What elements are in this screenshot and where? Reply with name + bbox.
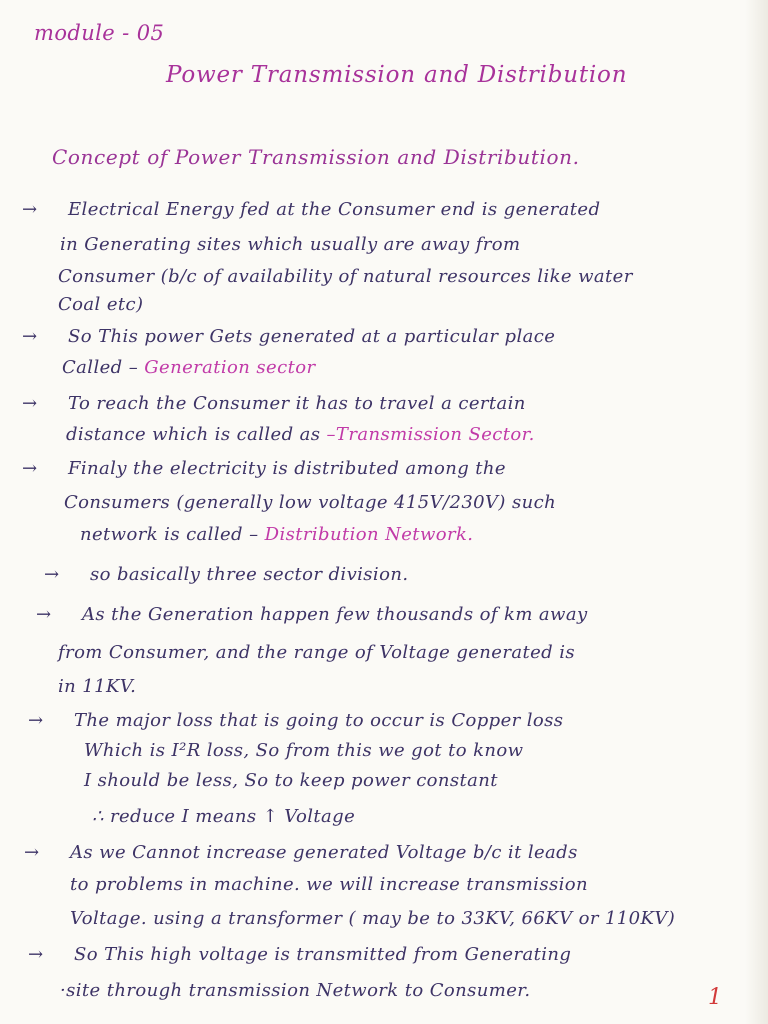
note-line: Consumer (b/c of availability of natural resources like water bbox=[58, 266, 633, 287]
note-line: → The major loss that is going to occur is Copper loss bbox=[28, 710, 564, 731]
note-line: → As the Generation happen few thousands of km away bbox=[36, 604, 588, 625]
note-line: distance which is called as –Transmission Sector. bbox=[66, 424, 535, 445]
note-line: Which is I²R loss, So from this we got to know bbox=[84, 740, 524, 761]
note-line: ·site through transmission Network to Consumer. bbox=[60, 980, 531, 1001]
section-heading: Concept of Power Transmission and Distribution. bbox=[52, 145, 580, 169]
note-line: Consumers (generally low voltage 415V/230V) such bbox=[64, 492, 557, 513]
page-title: Power Transmission and Distribution bbox=[166, 62, 628, 88]
note-line: to problems in machine. we will increase transmission bbox=[70, 874, 589, 895]
note-line: network is called – Distribution Network. bbox=[80, 524, 474, 545]
note-line: → Finaly the electricity is distributed among the bbox=[22, 458, 506, 479]
note-line: → So This power Gets generated at a particular place bbox=[22, 326, 556, 347]
note-line: I should be less, So to keep power constant bbox=[84, 770, 498, 791]
page-number: 1 bbox=[708, 985, 722, 1010]
note-line: Coal etc) bbox=[58, 294, 144, 315]
note-line: Called – Generation sector bbox=[62, 357, 316, 378]
note-line: Voltage. using a transformer ( may be to 33KV, 66KV or 110KV) bbox=[70, 908, 676, 929]
note-line: → As we Cannot increase generated Voltage b/c it leads bbox=[24, 842, 578, 863]
note-line: in Generating sites which usually are away from bbox=[60, 234, 521, 255]
note-line: → To reach the Consumer it has to travel a certain bbox=[22, 393, 526, 414]
note-line: → so basically three sector division. bbox=[44, 564, 409, 585]
note-line: from Consumer, and the range of Voltage generated is bbox=[58, 642, 576, 663]
note-line: in 11KV. bbox=[58, 676, 137, 697]
note-line: ∴ reduce I means ↑ Voltage bbox=[92, 806, 356, 827]
note-line: → Electrical Energy fed at the Consumer end is generated bbox=[22, 199, 601, 220]
note-line: → So This high voltage is transmitted from Generating bbox=[28, 944, 572, 965]
module-label: module - 05 bbox=[34, 21, 165, 45]
